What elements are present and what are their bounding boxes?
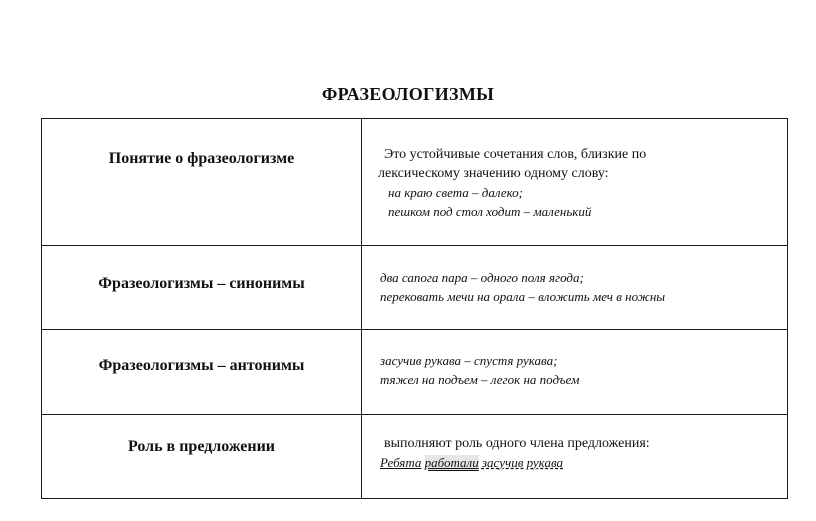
sentence-subject: Ребята — [380, 455, 422, 470]
table-row — [42, 246, 788, 330]
example-line: на краю света – далеко; — [388, 185, 524, 200]
term-cell — [42, 330, 362, 415]
sentence-adverbial: засучив рукава — [481, 455, 563, 470]
document-title: ФРАЗЕОЛОГИЗМЫ — [321, 84, 495, 104]
term-antonyms: Фразеологизмы – антонимы — [98, 357, 305, 374]
description — [362, 119, 787, 221]
example-sentence — [380, 453, 779, 472]
table-row — [42, 119, 788, 246]
description-cell — [362, 119, 788, 246]
definition-line: выполняют роль одного члена предложения: — [384, 436, 650, 451]
description — [362, 415, 787, 472]
term-cell — [42, 246, 362, 330]
example-line: два сапога пара – одного поля ягода; — [380, 270, 584, 285]
term-synonyms: Фразеологизмы – синонимы — [98, 275, 305, 292]
definition-line: лексическому значению одному слову: — [378, 166, 609, 181]
description — [362, 330, 787, 389]
description-cell — [362, 330, 788, 415]
example-line: перековать мечи на орала – вложить меч в ножны — [380, 289, 666, 304]
description-cell — [362, 415, 788, 499]
example-line: засучив рукава – спустя рукава; — [380, 353, 558, 368]
description — [362, 246, 787, 306]
term-cell — [42, 415, 362, 499]
term-role: Роль в предложении — [127, 438, 276, 455]
description-cell — [362, 246, 788, 330]
table-row — [42, 415, 788, 499]
phraseology-table — [41, 118, 788, 499]
sentence-predicate: работали — [424, 455, 479, 470]
term-cell — [42, 119, 362, 246]
definition-line: Это устойчивые сочетания слов, близкие по — [384, 147, 647, 162]
table-row — [42, 330, 788, 415]
example-line: пешком под стол ходит – маленький — [388, 204, 592, 219]
example-line: тяжел на подъем – легок на подъем — [380, 372, 580, 387]
term-concept: Понятие о фразеологизме — [108, 150, 295, 167]
